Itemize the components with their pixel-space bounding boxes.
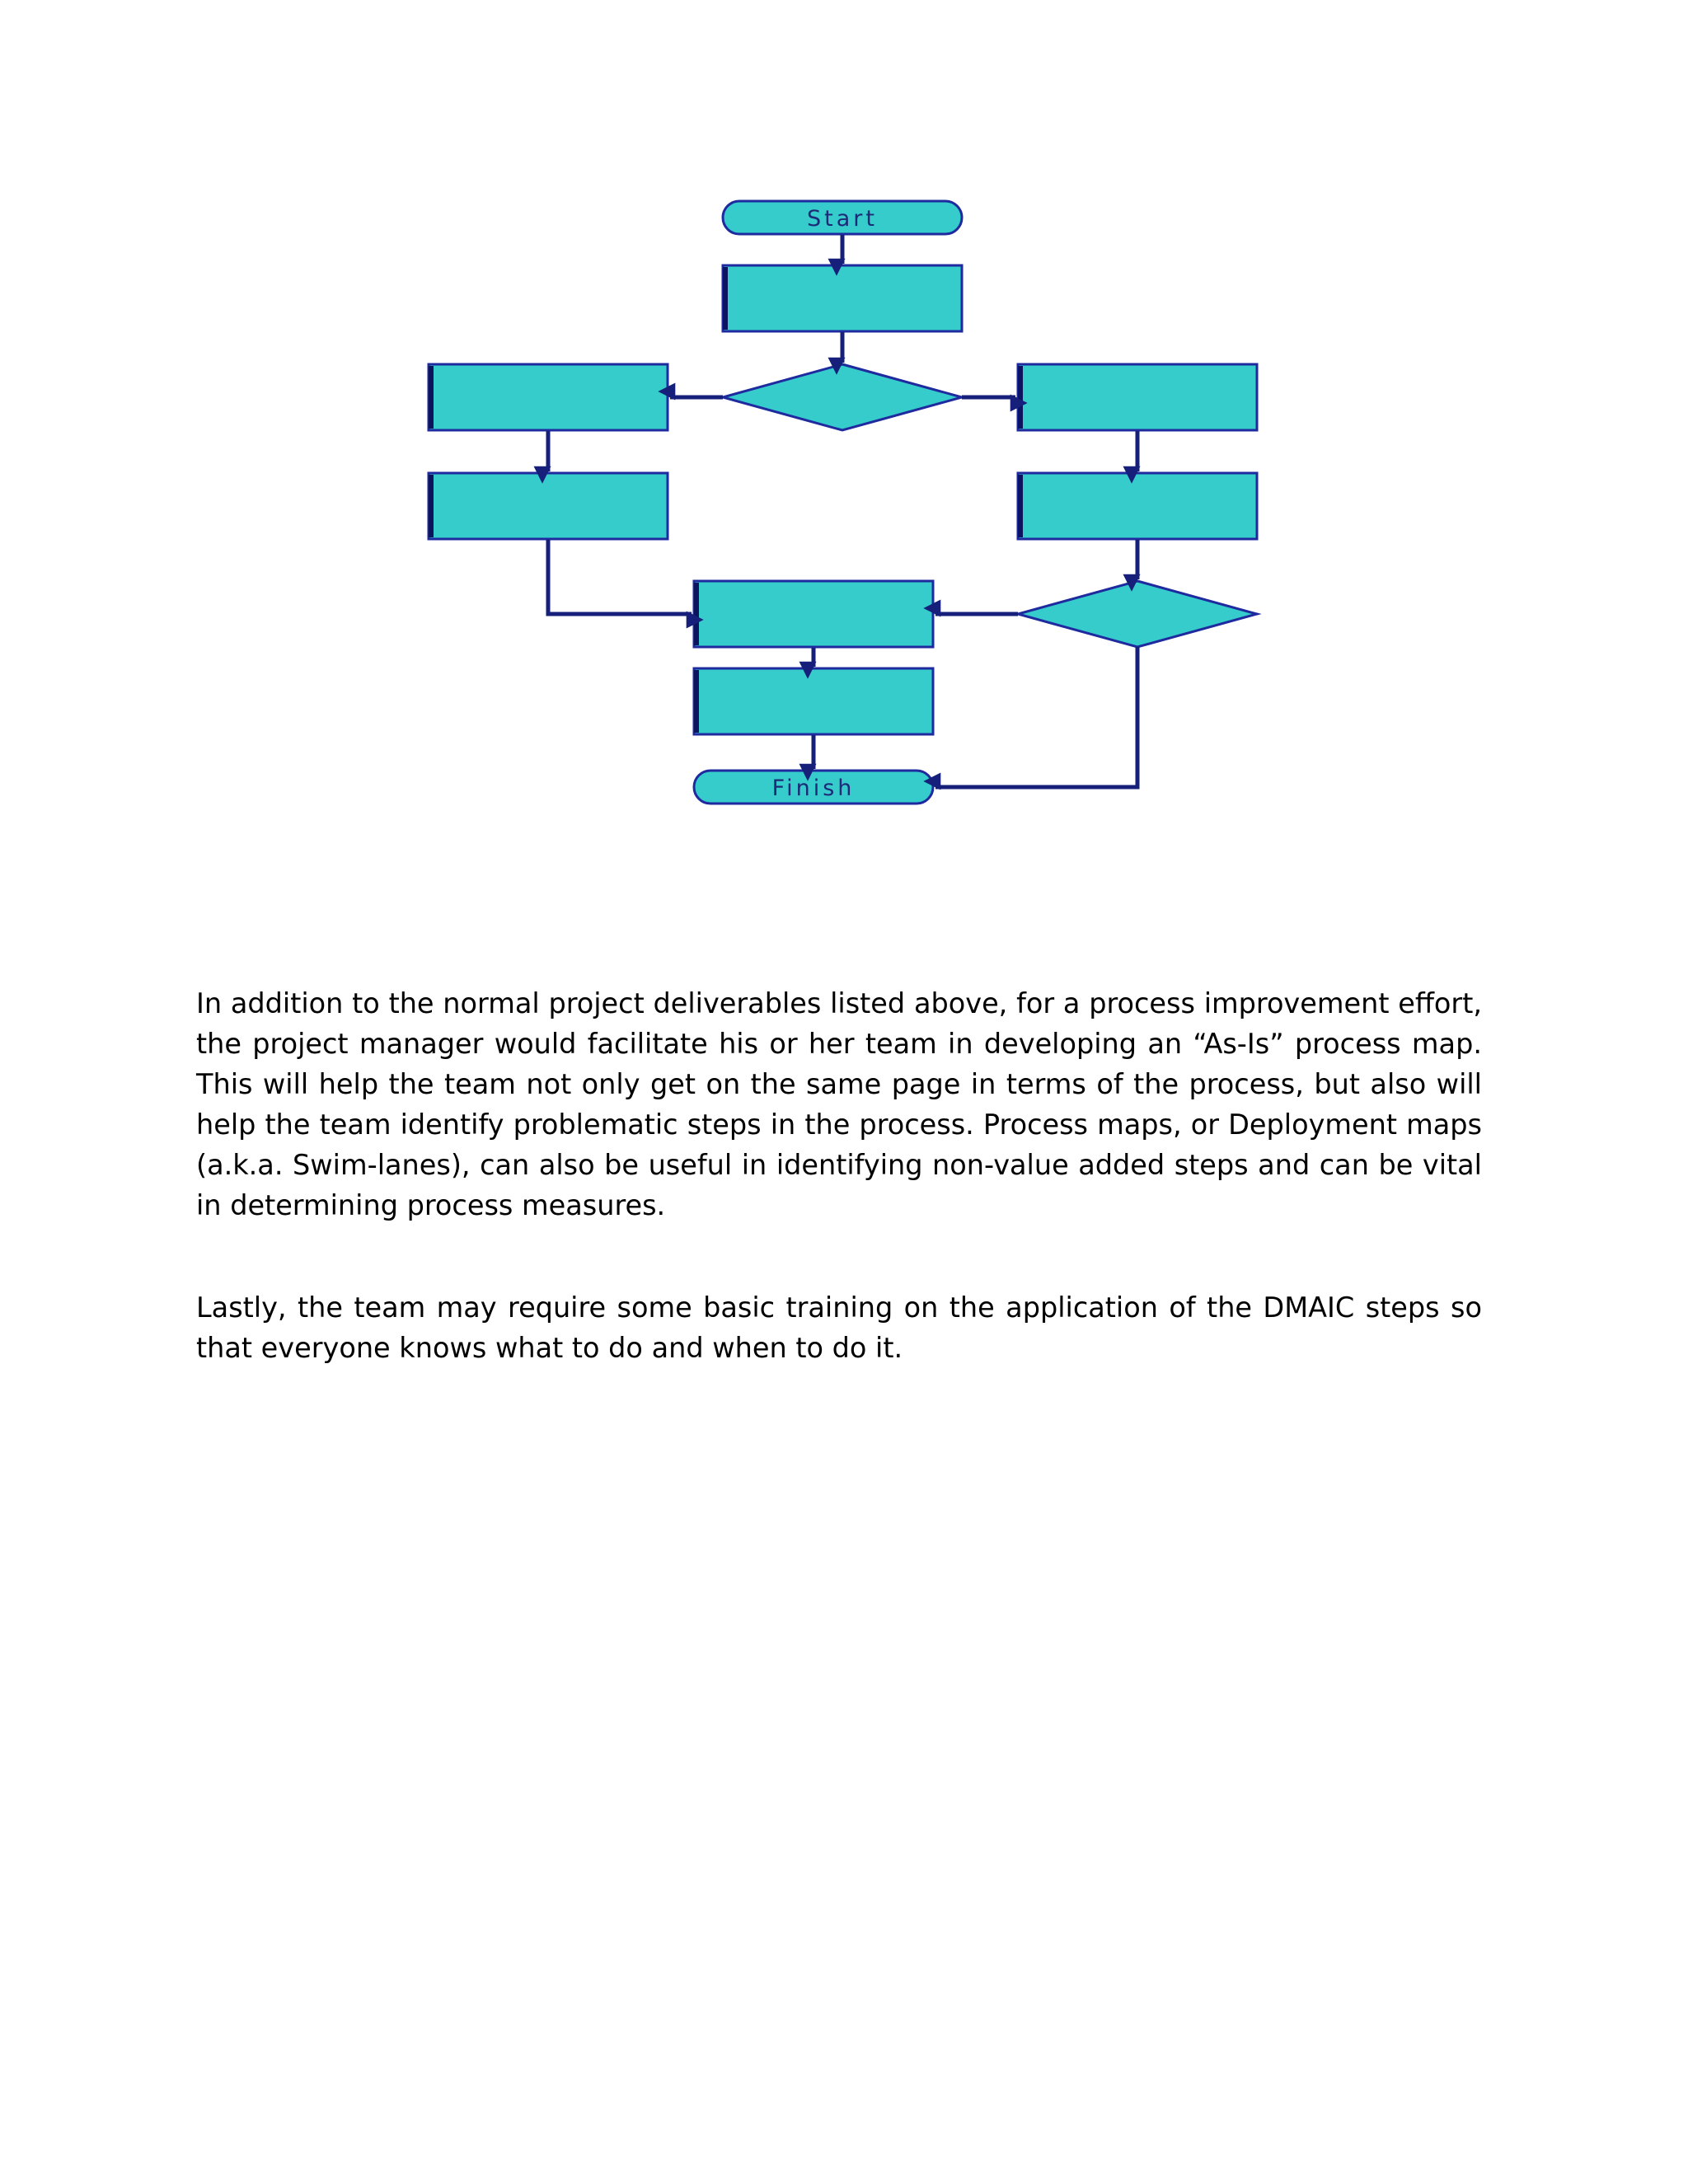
start-label: Start (807, 206, 878, 232)
arrow-decision-to-finish (935, 647, 1137, 787)
process-box-left-1 (429, 364, 668, 430)
process-box-merge (694, 581, 933, 647)
process-box-bottom (694, 668, 933, 734)
body-paragraph-dmaic-training: Lastly, the team may require some basic training on the application of the DMAIC steps so that everyone knows what to do and when to do it. (196, 1291, 1482, 1364)
body-paragraph-process-map: In addition to the normal project deliverables listed above, for a process improvement effort, the project manager would facilitate his or her team in developing an “As-Is” process map. This will help the team not only get on the same page in terms of the process, but also will help the team identify problematic steps in the process. Process maps, or Deployment maps (a.k.a. Swim-lanes), can also be useful in identifying non-value added steps and can be vital in determining process measures. (196, 987, 1482, 1221)
process-flowchart (0, 0, 1688, 824)
process-box-left-2 (429, 473, 668, 539)
process-box-right-2 (1018, 473, 1257, 539)
process-box-right-1 (1018, 364, 1257, 430)
finish-label: Finish (771, 776, 856, 801)
arrow-left-2-to-merge (548, 540, 692, 614)
process-box-top (723, 265, 962, 331)
decision-diamond-top (723, 364, 962, 430)
decision-diamond-right (1018, 581, 1257, 647)
